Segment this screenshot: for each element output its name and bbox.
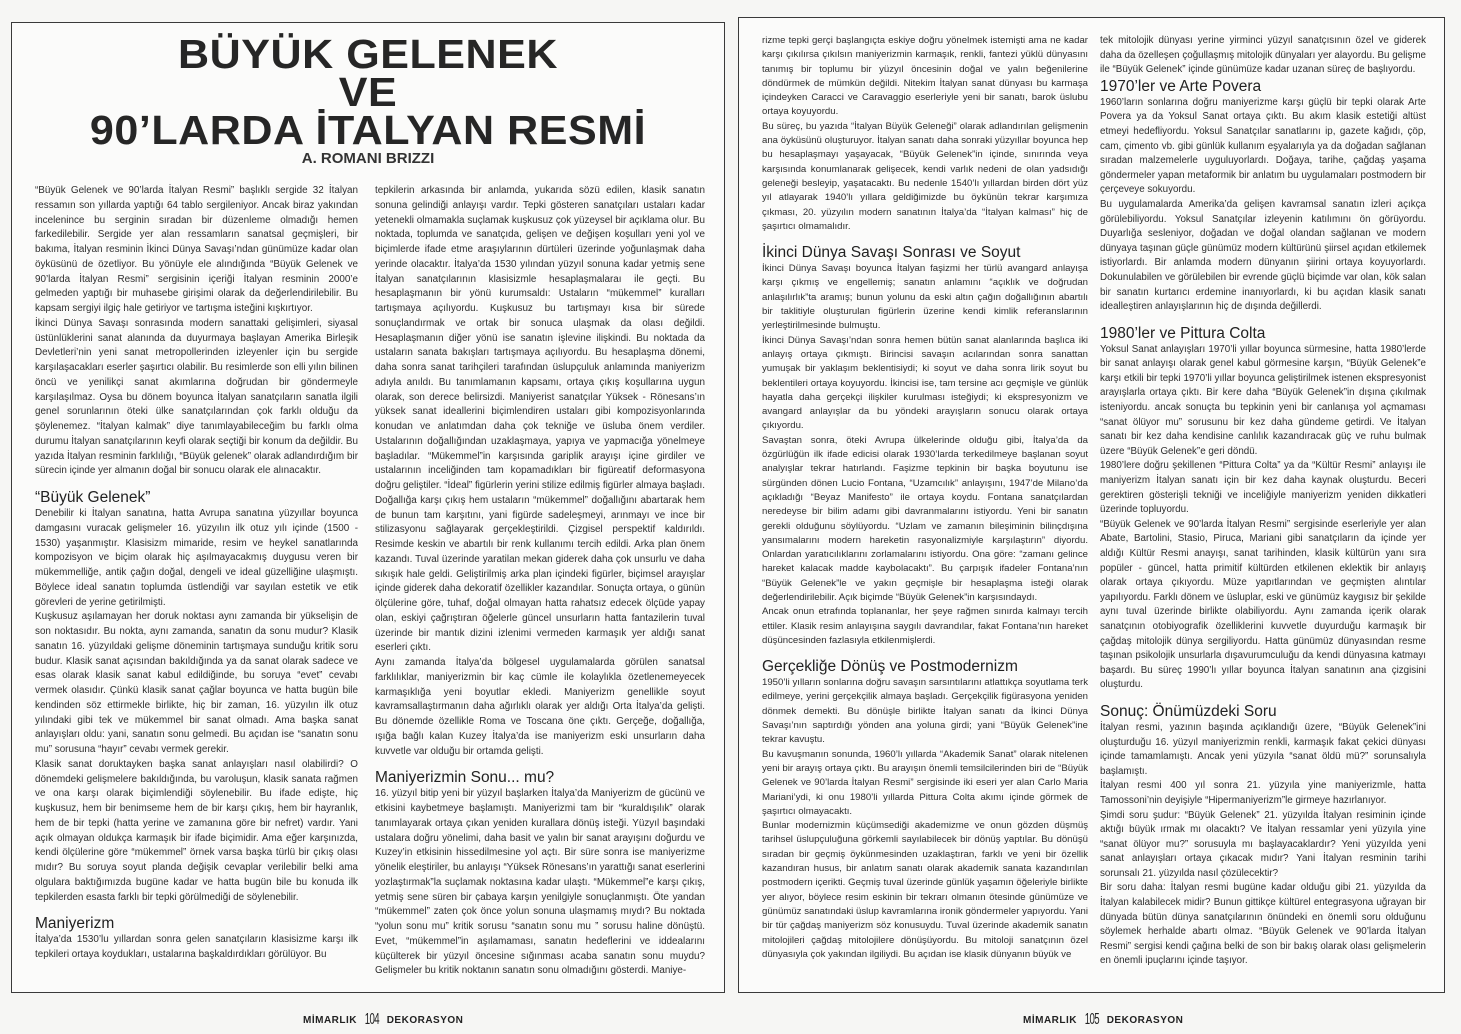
paragraph: Bu uygulamalarda Amerika’da gelişen kavramsal sanatın izleri açıkça görülebiliyordu. Yoksul Sanatçılar izleyenin katılımını ön görüyordu. Duyarlığa sesleniyor, doğadan ve doğal olandan sağlanan ve modern dünyaya taşınan güçle günümüz modern kültürünü şiirsel açıdan etkilemek istiyorlardı. Bir anlamda modern dünyanın şiirini ortaya koyuyorlardı. Dokunulabilen ve görülebilen bir evrende güçlü biçimde var olan, kök salan bir sanatın kurtarıcı erdemine inanıyorlardı, ki bu açıdan klasik sanatı idealleştiren anlayışlarının hiç de dışında değillerdi.: [1100, 198, 1426, 313]
paragraph: Bu kavuşmanın sonunda, 1960’lı yıllarda “Akademik Sanat” olarak nitelenen yeni bir arayış ortaya çıktı. Bu arayışın önemli temsilcilerinden biri de “Büyük Gelenek ve 90’larda İtalyan Resmi” sergisinde iki eseri yer alan Carlo Maria Mariani’ydi, ki onu 1980’li yıllarda Pittura Colta akımı içinde görmek de şaşırtıcı olmayacaktı.: [762, 748, 1088, 817]
paragraph: İtalyan resmi, yazının başında açıklandığı üzere, “Büyük Gelenek”ini oluşturduğu 16. yüzyıl maniyerizmin renkli, karmaşık fakat çekici dünyası içinde tamamlamıştı. Ancak yeni yüzyıla “sanat öldü mü?” sorunsalıyla başlamıştı.: [1100, 721, 1426, 777]
section-heading-gerceklige-donus: Gerçekliğe Dönüş ve Postmodernizm: [762, 658, 1018, 676]
paragraph: Kuşkusuz aşılamayan her doruk noktası aynı zamanda bir yükselişin de son noktasıdır. Bu nokta, aynı zamanda, sanatın da sonu mudur? Klasik sanatın 16. yüzyıldaki gelişme döneminin tartışmaya sunduğu kritik soru budur. Klasik sanat açısından bakıldığında ya da sanat olarak sadece ve esas olarak klasik sanat kabul edildiğinde, bu soruya “evet” cevabı vermek olasıdır. Çünkü klasik sanat çağlar boyunca ve hatta bugün bile kendinden söz ettirmekle birlikte, hiç bir zaman, 16. yüzyılın ilk otuz yılındaki gibi tek ve mükemmel bir sanat olmadı. Ama başka sanat anlayışları oldu: yani, sanatın sonu gelmedi. Bu açıdan ise “sanatın sonu mu” sorusuna “hayır” cevabı vermek gerekir.: [35, 611, 358, 755]
right-page-column-2: [1100, 34, 1426, 969]
article-title-line-3: 90’LARDA İTALYAN RESMİ: [89, 107, 647, 153]
paragraph: 1980’lere doğru şekillenen “Pittura Colta” ya da “Kültür Resmi” anlayışı ile maniyerizm İtalyan sanatı için bir kez daha kaynak oluşturdu. Beceri gerektiren gösterişli tekniği ve inceliğiyle maniyerizm yeniden dikkatleri üzerinde topluyordu.: [1100, 460, 1426, 516]
article-title-line-2: VE: [338, 69, 398, 115]
paragraph: Bir soru daha: İtalyan resmi bugüne kadar olduğu gibi 21. yüzyılda da İtalyan kalabilecek midir? Bunun gittikçe kültürel entegrasyona uğrayan bir dünyada bütün dünya sanatçılarının önündeki en önemli soru olduğunu söylemek herhalde abartı olmaz. “Büyük Gelenek ve 90’larda İtalyan Resmi” sergisi kendi çağına belki de son bir bakış olarak olası gelişmelerin en önemli ipuçlarını içinde taşıyor.: [1100, 882, 1426, 967]
paragraph: 16. yüzyıl bitip yeni bir yüzyıl başlarken İtalya’da Maniyerizm de gücünü ve etkisini kaybetmeye başlamıştı. Maniyerizmi tam bir “kuraldışılık” olarak tanımlayarak ortaya çıkan yeniden kurallara dönüş isteği. Yüzyıl başındaki ustalara doğru yönelimi, daha basit ve yalın bir sanat arayışını doğurdu ve Kuzey’in etkisinin hissedilmesine yol açtı. Bir süre sonra ise maniyerizme yönelik eleştiriler, bu anlayışı “Yüksek Rönesans’ın yarattığı sanat eserlerini yozlaştırmak”la suçlamak noktasına kadar ulaştı. “Mükemmel”e karşı çıkış, yetmiş sene süren bir çabaya karşın yenilgiyle sonuçlanmıştı. Öte yandan “mükemmel” zaten çok önce yolun sonuna ulaşmamış mıydı? Bu noktada “yolun sonu mu” kritik sorusu “sanatın sonu mu ” sorusu haline dönüştü. Evet, “mükemmel”in aşılamaması, sanatın hedeflerini ve iddealarını küçülterek bir yüzyıl öncesine sığınması acaba sanatın sonu muydu? Gelişmeler bu kritik noktanın sanatın sonu olmadığını gösterdi. Maniye-: [375, 788, 705, 977]
section-heading-buyuk-gelenek: “Büyük Gelenek”: [35, 489, 151, 506]
paragraph: İtalyan resmi 400 yıl sonra 21. yüzyıla yine maniyerizmle, hatta Tamossoni’nin deyişiyle “Hipermaniyerizm”le girmeye hazırlanıyor.: [1100, 780, 1426, 806]
paragraph: İkinci Dünya Savaşı boyunca İtalyan faşizmi her türlü avangard anlayışa karşı çıkmış ve engellemiş; sanatın anlamını “açıklık ve doğrudan anlaşılırlık”ta aramış; bunun yolunu da eski altın çağın doğallığının abartılı bir taklitiyle oluşturulan figürlerin üzerine kendi kimlik referanslarının yerleştirilmesinde bulmuştu.: [762, 263, 1088, 332]
paragraph: Savaştan sonra, öteki Avrupa ülkelerinde olduğu gibi, İtalya’da da özgürlüğün ilk ifade edicisi olarak 1930’larda terkedilmeye başlanan soyut analyışlar tekrar hatırlandı. Faşizme tepkinin bir başka boyutunu ise sürgünden dönen Lucio Fontana, “Uzamcılık” anlayışını, 1947’de Milano’da açıkladığı “Beyaz Manifesto” ile ortaya koydu. Fontana sanatçılardan neredeyse bir bilim adamı gibi davranmalarını istiyordu. Yeni bir sanatın gerekli olduğunu söylüyordu. “Uzlam ve zamanın bileşiminin bilinçdışına yansımalarını modern hareketin rasyonalizmiyle karşılaştırın” diyordu. Onlardan yaratıcılıklarını zorlamalarını istiyordu. Ona göre: “zamanı gelince hareket kalacak madde kaybolacaktı”. Bu çarpışık ifadeler Fontana’nın “Büyük Gelenek”le ve yakın geçmişle bir hesaplaşma isteği olarak değerlendirilebilir. Açık biçimde “Büyük Gelenek”in karşısındaydı.: [762, 434, 1088, 603]
section-heading-ikinci-dunya: İkinci Dünya Savaşı Sonrası ve Soyut: [762, 244, 1021, 262]
left-page-column-1: [35, 184, 358, 963]
paragraph: 1960’ların sonlarına doğru maniyerizme karşı güçlü bir tepki olarak Arte Povera ya da Yoksul Sanat ortaya çıktı. Bu akım klasik estetiği altüst etmeyi hedefliyordu. Yoksul Sanatçılar sanatlarını ip, gazete kağıdı, çöp, cam, çimento vb. gibi günlük kullanım eşyalarıyla ya da doğadan sağlanan sıradan malzemelerle uyguluyorlardı. Doğaya, tarihe, çağdaş yaşama göndermeler yapan metaformik bir anlatım bu uygulamaları postmodern bir çerçeveye sokuyordu.: [1100, 96, 1426, 196]
magazine-name: MİMARLIK: [303, 1015, 357, 1026]
paragraph: Bunlar modernizmin küçümsediği akademizme ve onun gözden düşmüş tarihsel üslupçuluğuna görkemli sayılabilecek bir dönüş yaptılar. Bu dönüşü sıradan bir geçmiş öykünmesinden uzaklaştıran, farklı ve yeni bir özellik kazandıran husus, bir anlatım sanatı olarak akademik sanata kazandırılan postmodern içerikti. Geçmiş tuval üzerinde günlük yaşamın öğeleriyle birlikte yer alıyor, böylece resim eskinin bir tekrarı olmanın ötesinde günümüze ve günümüz sanatındaki üslup kavramlarına ironik göndermeler yapıyordu. Yani bir tür çağdaş maniyerizm söz konusuydu. Tuval üzerinde akademik sanatın mitolojileri çağdaş mitolojilere dönüşüyordu. Bu mitoloji sanatçının özel dünyasıyla çok yakından ilgiliydi. Bu açıdan ise klasik dünyanın büyük ve: [762, 820, 1088, 960]
paragraph: tek mitolojik dünyası yerine yirminci yüzyıl sanatçısının özel ve giderek daha da özelleşen çoğullaşmış mitolojik dünyaları yer alayordu. Bu gelişme ile “Büyük Gelenek” içinde günümüze kadar uzanan süreç de başlıyordu.: [1100, 35, 1426, 76]
article-title-line-1: BÜYÜK GELENEK: [178, 31, 558, 77]
section-heading-maniyerizm: Maniyerizm: [35, 915, 115, 933]
paragraph: İkinci Dünya Savaşı’ndan sonra hemen bütün sanat alanlarında başlıca iki anlayış ortaya çıkmıştı. Birincisi savaşın acılarından sonra sanattan yumuşak bir yaklaşım beklentisiydi; ki soyut ve daha sonra lirik soyut bu beklentileri ortaya koyuyordu. İkincisi ise, tam tersine acı geçmişle ve günlük hayatla daha gerçekçi ilişkiler kurulması isteğiydi; ki ekspresyonizm ve avangard anlayışlar da bu yöndeki arayışların sonucu olarak ortaya çıkıyordu.: [762, 334, 1088, 432]
paragraph: Bu süreç, bu yazıda “İtalyan Büyük Geleneği” olarak adlandırılan gelişmenin ana öyküsünü oluşturuyor. İtalyan sanatı daha sonraki yüzyıllar boyunca hep bu hesaplaşmayı yaşayacak, “Büyük Gelenek”in içinde, sınırında veya karşısında konumlanarak gelişecek, kendi varlık nedeni de olan yadsıdığı geleneği besleyip, yaşatacaktı. Bu nedenle 1540’lı yıllardan birden dört yüz yıl atlayarak 1940’lı yıllara geldiğimizde bu öykünün tekrar karşımıza çıkması, 20. yüzyılın modern sanatının İtalya’da “İtalyan kalması” hiç de şaşırtıcı olmamalıdır.: [762, 120, 1088, 232]
magazine-name-2: DEKORASYON: [1106, 1015, 1184, 1026]
left-page-column-2: [375, 184, 705, 979]
right-page-column-1: [762, 34, 1088, 962]
paragraph: Ancak onun etrafında toplananlar, her şeye rağmen sınırda kalmayı tercih ettiler. Klasik resim anlayışına saygılı davrandılar, fakat Fontana’nın hareket düşüncesinden fazlasıyla etkilenmişlerdi.: [762, 606, 1088, 646]
paragraph: “Büyük Gelenek ve 90’larda İtalyan Resmi” başlıklı sergide 32 İtalyan ressamın son yıllarda yaptığı 64 tablo sergileniyor. Ancak biraz yakından incelenince bu serginin sıradan bir düzenleme olmadığı hemen farkedilebilir. Sergide yer alan ressamların sanatsal geçmişleri, bir bakıma, İtalyan resminin İkinci Dünya Savaşı’ndan günümüze kadar olan öyküsünü de özetliyor. Bu yönüyle ele alındığında “Büyük Gelenek ve 90’larda İtalyan Resmi” sergisinin içeriği İtalyan resminin 2000’e gelmeden yaptığı bir muhasebe girişimi olarak da değerlendirilebilir. Bu kapsam sergiyi ilgiç hale getiriyor ve tartışma isteğini kışkırtıyor.: [35, 185, 358, 314]
left-page-footer: [303, 1011, 463, 1029]
magazine-name: MİMARLIK: [1023, 1015, 1077, 1026]
section-heading-sonuc: Sonuç: Önümüzdeki Soru: [1100, 702, 1277, 720]
paragraph: 1950’li yılların sonlarına doğru savaşın sarsıntılarını atlattıkça soyutlama terk edilmeye, yerini gerçekçilik almaya başladı. Gerçekçilik figürasyona yeniden dönmek demekti. Bu dönüşle birlikte İtalyan sanatı da İkinci Dünya Savaşı’nın saptırdığı yönden ana yoluna girdi; yani “Büyük Gelenek”ine tekrar kavuştu.: [762, 677, 1088, 746]
paragraph: Şimdi soru şudur: “Büyük Gelenek” 21. yüzyılda İtalyan resiminin içinde aktığı büyük ırmak mı olacaktı? Ve İtalyan ressamlar yeni yüzyıla yine “sanat ölüyor mu?” sorusuyla mı başlayacaklardır? Yeni yüzyılda yeni sanat anlayışları ortaya çıkacak mıdır? Yani İtalyan resminin tarihi sorunsalı 21. yüzyılda nasıl çözülecektir?: [1100, 809, 1426, 879]
paragraph: Aynı zamanda İtalya’da bölgesel uygulamalarda görülen sanatsal farklılıklar, maniyerizmin bir kaç cümle ile kolaylıkla özetlenemeyecek karmaşıklığa yeni boyutlar ekledi. Maniyerizm genellikle soyut kavramsallaştırmanın daha ağırlıklı olarak yer aldığı Orta İtalya’da gelişti. Bu dönemde özellikle Roma ve Toscana öne çıktı. Gerçeğe, doğallığa, ışığa bağlı kalan Kuzey İtalya’da ise maniyerizm eski unsurların daha kuvvetle var olduğu bir ortamda gelişti.: [375, 657, 705, 757]
right-page-footer: [1023, 1011, 1183, 1029]
page-number: 104: [364, 1011, 379, 1028]
section-heading-1970ler: 1970’ler ve Arte Povera: [1100, 77, 1262, 95]
paragraph: İkinci Dünya Savaşı sonrasında modern sanattaki gelişimleri, siyasal üstünlüklerini sanat alanında da duyurmaya başlayan Amerika Birleşik Devletleri’nin yeni sanat metropollerinden izleyenler için bu sergide karşılaşacakları eserler şaşırtıcı olabilir. Bu resimlerde son elli yılın bilinen öncü ve yenilikçi sanat akımlarına doğrudan bir göndermeyle karşılaşılmaz. Oysa bu dönem boyunca İtalyan sanatçıların sanatla ilgili genel sorunlarının öteki ülke sanatçılarından çok farklı olduğu da şöylenemez. “İtalyan kalmak” diye tanımlayabileceğim bu farklı olma durumu İtalyan sanatçılarının keyfi olarak seçtiği bir konum da değildir. Bu yazıda İtalyan resminin farklılığı, “Büyük gelenek” olarak adlandırdığım bir sürecin içinde yer almanın doğal bir sonucu olarak ele alınacaktır.: [35, 317, 358, 477]
paragraph: rizme tepki gerçi başlangıçta eskiye doğru yönelmek istemişti ama ne kadar karşı çıkılırsa çıkılsın maniyerizmin karmaşık, renkli, fantezi yüklü dünyasını tanımış bir toplumu bir yüzyıl öncesinin doğal ve yalın beğenilerine döndürmek de mümkün değildi. Nitekim İtalyan sanat dünyası bu karmaşa içindeyken Caracci ve Caravaggio eserleriyle yeni bir sanatı, barok üslubu ortaya koyuyordu.: [762, 35, 1088, 118]
author-byline: A. ROMANI BRIZZI: [301, 150, 435, 167]
section-heading-1980ler: 1980’ler ve Pittura Colta: [1100, 324, 1266, 342]
paragraph: “Büyük Gelenek ve 90’larda İtalyan Resmi” sergisinde eserleriyle yer alan Abate, Bartolini, Stasio, Piruca, Mariani gibi sanatçıların da içinde yer aldığı Kültür Resmi anayışı, sanat tarihinden, klasik kültürün yanı sıra popüler - güncel, hatta primitif kültürden etkilenen eklektik bir anlayış olarak ortaya çıkıyordu. Müze yapıtlarından ve geçmişten alıntılar yapılıyordu. Farklı dönem ve üsluplar, eski ve günümüz kaygısız bir şekilde aynı tuval üzerinde birlikte olabiliyordu. Aynı zamanda içerik olarak sanatçının otobiyografik özelliklerini kuvvetle duyurduğu karmaşık bir çağdaş mitolojik dünya sergiliyordu. Hatta günümüz dünyasından resme taşınan psikolojik unsurlarla dışavurumculuğu da kendi dünyasına katmayı başardı. Bu süreç 1990’lı yıllar boyunca İtalyan sanatının ana çizgisini oluşturdu.: [1100, 518, 1426, 691]
paragraph: İtalya’da 1530’lu yıllardan sonra gelen sanatçıların klasisizme karşı ilk tepkileri ortaya koydukları, ustalarına başkaldırdıkları görülüyor. Bu: [35, 934, 358, 960]
paragraph: tepkilerin arkasında bir anlamda, yukarıda sözü edilen, klasik sanatın sonuna gelindiği anlayışı vardır. Tepki gösteren sanatçıları ustaları kadar yetenekli olmamakla suçlamak kuşkusuz çok yüzeysel bir açıklama olur. Bu noktada, toplumda ve sanatçıda, gelişen ve değişen koşulları yeni yol ve biçimlerde ifade etme araşıylarının dürtüleri üzerinde yoğunlaşmak daha yerinde olacaktır. İtalya’da 1530 yılından yüzyıl sonuna kadar yetmiş sene İtalyan sanatçılarının klasisizmle hesaplaşmalaraı ile geçti. Bu hesaplaşmanın bir yönü kurumsaldı: Ustaların “mükemmel” kuralları tartışmaya açılıyordu. Kuşkusuz bu tartışmayı kısa bir sürede sonuçlandırmak ve ortak bir sonuca ulaşmak da olası değildi. Hesaplaşmanın diğer yönü ise sanatın işlevine ilişkindi. Bu noktada da ustaların sanata bakışları tartışmaya açılıyordu. Bu hesaplaşma dönemi, daha sonra sanat tarihçileri tarafından üslupçuluk anlamında maniyerizm adıyla anıldı. Bu tanımlamanın kapsamı, ortaya çıkış koşullarına uygun olarak, son derece belirsizdi. Maniyerist sanatçılar Yüksek - Rönesans’ın yüksek sanat ideallerini biçimlendiren ustaları gibi kompozisyonlarında konudan ve anlatımdan daha çok tekniğe ve üsluba önem verdiler. Ustalarının doğallığından uzaklaşmaya, yapıya ve yapmacığa yönelmeye başladılar. “Mükemmel”in karşısında gariplik arayışı içine girdiler ve ustalarının inceliğinden tam kopamadıkları bir figüreatif deformasyona doğru geliştiler. “İdeal” figürlerin yerini stilize edilmiş figürler almaya başladı. Doğallığa karşı çıkış hem ustaların “mükemmel” doğallığını abartarak hem de bunun tam karşıtını, yani figürde sadeleşmeyi, arınmayı ve ince bir stilizasyonu sağlayarak gerçekleştirildi. Çizgisel perspektif kaldırıldı. Resimde keskin ve abartılı bir renk kullanımı tercih edildi. Arka plan önem kazandı. Tuval üzerinde yaratilan mekan giderek daha çok unsurlu ve daha sıkışık hale geldi. Geliştirilmiş arka plan içindeki figürler, biçimsel arayışlar içinde giderek daha dekoratif özellikler kazandılar. Sonuçta ortaya, o günün ölçülerine göre, tuhaf, doğal olmayan hatta rahatsız edecek ölçüde yapay olan, eskiyi çağrıştıran öğelerle güncel unsurların hatta fantazilerin tuval üzerinde bir mantık dizini izlenimi vermeden karmaşık yer aldığı sanat eserleri çıktı.: [375, 185, 705, 654]
section-heading-maniyerizmin-sonu: Maniyerizmin Sonu... mu?: [375, 769, 555, 787]
paragraph: Yoksul Sanat anlayışları 1970’li yıllar boyunca sürmesine, hatta 1980’lerde bir sanat anlayışı olarak genel kabul görmesine karşın, “Büyük Gelenek”e karşı etkili bir tepki 1970’li yıllar boyunca geliştirilmek istenen ekspresyonist arayışlarla ortaya çıktı. Bir kere daha “Büyük Gelenek”in dışına çıkılmak isteniyordu. ancak sonuçta bu tepkinin yeni bir canlanışa yol açmaması “sanat ölüyor mu” sorusunu bir kez daha gündeme getirdi. Ve İtalyan sanatı bir kez daha kendisine canlılık kazandıracak güç ve ruhu bulmak üzere “Büyük Gelenek”e geri döndü.: [1100, 343, 1426, 457]
page-number: 105: [1084, 1011, 1099, 1028]
paragraph: Denebilir ki İtalyan sanatına, hatta Avrupa sanatına yüzyıllar boyunca damgasını vuracak gelişmeler 16. yüzyılın ilk otuz yılı içinde (1500 - 1530) yaşanmıştır. Klasisizm mimaride, resim ve heykel sanatlarında kompozisyon ve biçim olarak hiç aşılmayacakmış duygusu veren bir mükemmelliğe, antik çağın doğal, dengeli ve ideal güzelliğine ulaşmıştı. Böylece ideal sanatın toplumda üstlendiği var sayılan estetik ve etik görevleri de yerine getirilmişti.: [35, 508, 358, 608]
paragraph: Klasik sanat doruktayken başka sanat anlayışları nasıl olabilirdi? O dönemdeki gelişmelere bakıldığında, bu varoluşun, klasik sanata rağmen ve ona karşı olarak biçimlendiği söylenebilir. Bu ifade edişte, hiç kuşkusuz, hem bir benimseme hem de bir karşı çıkış, hem bir hayranlık, hem de bir tepki (hatta yerine ve zamanına göre bir nefret) vardır. Yani açık olmayan oldukça karmaşık bir ifade biçimidir. Ama eğer karşınızda, kendi ölçülerine göre “mükemmel” örnek varsa başka türlü bir çıkış olası mıdır? Bu soruya soyut planda değişik cevaplar verilebilir belki ama olgulara baktığımızda bugüne kadar ve hatta bugün bile bu konuda ilk tepkilerden esasta farklı bir tepki görülmediği de söylenebilir.: [35, 758, 358, 903]
magazine-name-2: DEKORASYON: [386, 1015, 464, 1026]
